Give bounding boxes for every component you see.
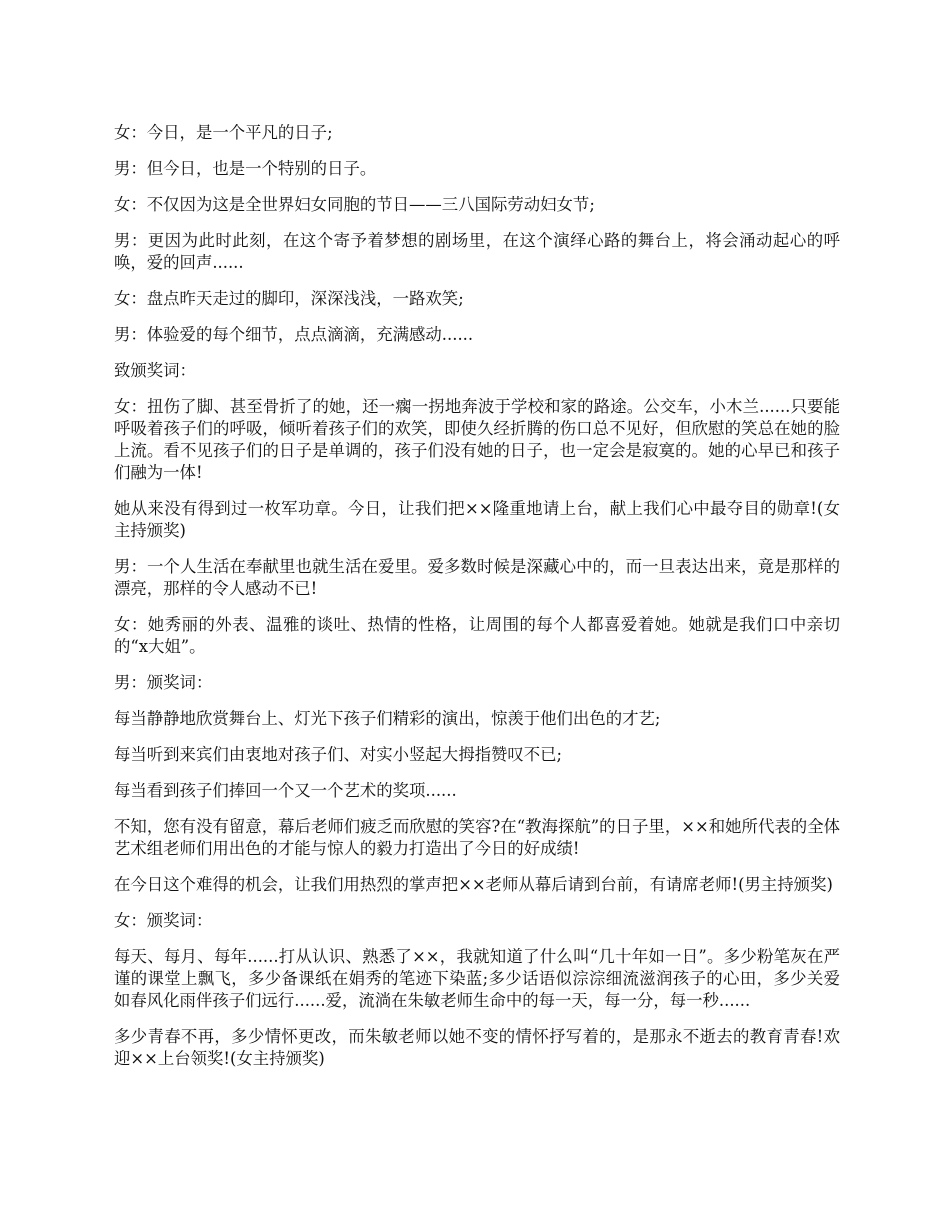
paragraph-4: 男：更因为此时此刻，在这个寄予着梦想的剧场里，在这个演绎心路的舞台上，将会涌动起心的呼唤，爱的回声...... — [114, 231, 840, 272]
paragraph-6: 男：体验爱的每个细节，点点滴滴，充满感动...... — [114, 325, 474, 344]
paragraph-18: 女：颁奖词： — [114, 911, 213, 930]
paragraph-5: 女：盘点昨天走过的脚印，深深浅浅，一路欢笑; — [114, 289, 464, 308]
paragraph-20: 多少青春不再，多少情怀更改，而朱敏老师以她不变的情怀抒写着的，是那永不逝去的教育青春!欢迎××上台领奖!(女主持颁奖) — [114, 1027, 840, 1068]
paragraph-17: 在今日这个难得的机会，让我们用热烈的掌声把××老师从幕后请到台前，有请席老师!(男主持颁奖) — [114, 875, 833, 894]
section-heading-award-speech: 致颁奖词： — [114, 361, 196, 380]
paragraph-8: 女：扭伤了脚、甚至骨折了的她，还一瘸一拐地奔波于学校和家的路途。公交车，小木兰......只要能呼吸着孩子们的呼吸，倾听着孩子们的欢笑，即使久经折腾的伤口总不见好，但欣慰的笑总在她的脸上流。看不见孩子们的日子是单调的，孩子们没有她的日子，也一定会是寂寞的。她的心早已和孩子们融为一体! — [114, 397, 840, 482]
paragraph-13: 每当静静地欣赏舞台上、灯光下孩子们精彩的演出，惊羡于他们出色的才艺; — [114, 709, 661, 728]
paragraph-15: 每当看到孩子们捧回一个又一个艺术的奖项...... — [114, 781, 457, 800]
paragraph-9: 她从来没有得到过一枚军功章。今日，让我们把××隆重地请上台，献上我们心中最夺目的勋章!(女主持颁奖) — [114, 499, 840, 540]
paragraph-10: 男：一个人生活在奉献里也就生活在爱里。爱多数时候是深藏心中的，而一旦表达出来，竟是那样的漂亮，那样的令人感动不已! — [114, 557, 840, 598]
paragraph-11: 女：她秀丽的外表、温雅的谈吐、热情的性格，让周围的每个人都喜爱着她。她就是我们口中亲切的“x大姐”。 — [114, 615, 840, 656]
paragraph-1: 女：今日，是一个平凡的日子; — [114, 123, 333, 142]
paragraph-19: 每天、每月、每年......打从认识、熟悉了××，我就知道了什么叫“几十年如一日”。多少粉笔灰在严谨的课堂上飘飞，多少备课纸在娟秀的笔迹下染蓝;多少话语似淙淙细流滋润孩子的心田，多少关爱如春风化雨伴孩子们远行......爱，流淌在朱敏老师生命中的每一天，每一分，每一秒...... — [114, 947, 840, 1010]
paragraph-14: 每当听到来宾们由衷地对孩子们、对实小竖起大拇指赞叹不已; — [114, 745, 563, 764]
paragraph-16: 不知，您有没有留意，幕后老师们疲乏而欣慰的笑容?在“教海探航”的日子里，××和她所代表的全体艺术组老师们用出色的才能与惊人的毅力打造出了今日的好成绩! — [114, 817, 840, 858]
paragraph-2: 男：但今日，也是一个特别的日子。 — [114, 159, 377, 178]
paragraph-3: 女：不仅因为这是全世界妇女同胞的节日——三八国际劳动妇女节; — [114, 195, 595, 214]
paragraph-12: 男：颁奖词： — [114, 673, 213, 692]
